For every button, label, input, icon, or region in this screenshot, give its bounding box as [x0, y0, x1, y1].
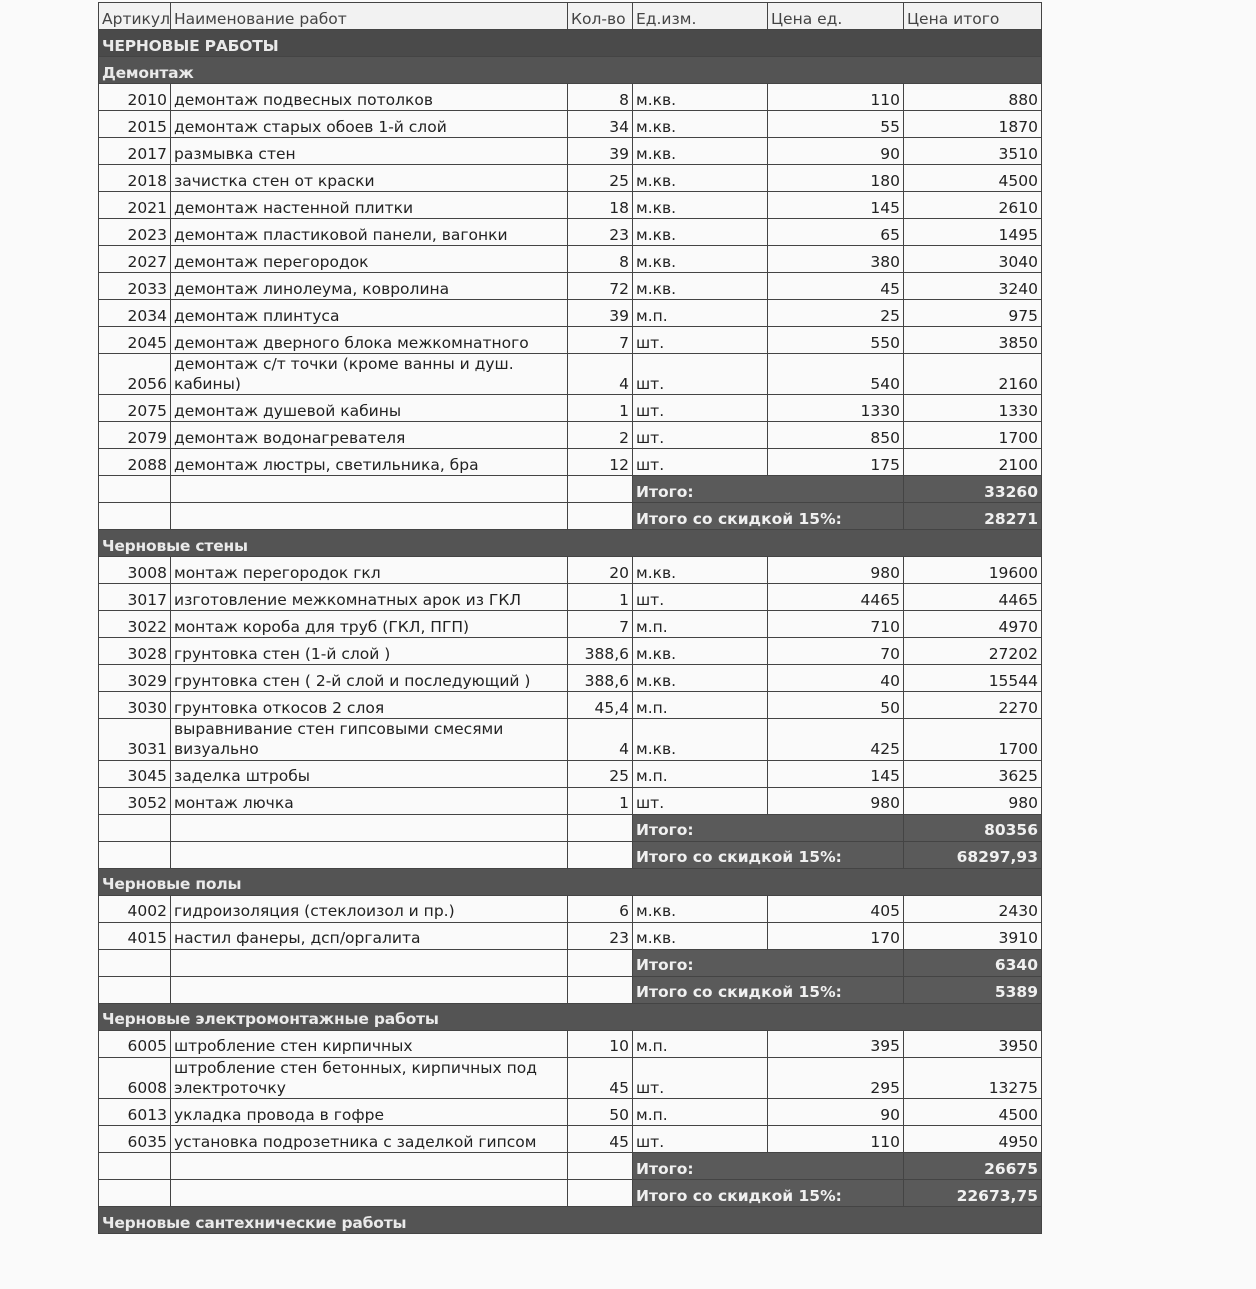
cell-qty: 72: [568, 273, 633, 300]
cell-unit: м.кв.: [633, 219, 768, 246]
cell-name: демонтаж водонагревателя: [171, 422, 568, 449]
cell-name: грунтовка стен (1-й слой ): [171, 638, 568, 665]
cell-unit: шт.: [633, 395, 768, 422]
total-value: 22673,75: [904, 1179, 1042, 1206]
empty-cell: [99, 1179, 171, 1206]
table-row: [99, 895, 1042, 922]
table-row: [99, 1125, 1042, 1152]
cell-total: 3850: [904, 327, 1042, 354]
cell-name: демонтаж настенной плитки: [171, 192, 568, 219]
empty-cell: [568, 1179, 633, 1206]
cell-qty: 39: [568, 138, 633, 165]
cell-name: демонтаж люстры, светильника, бра: [171, 449, 568, 476]
column-header-code: Артикул: [99, 3, 171, 30]
table-row: [99, 395, 1042, 422]
cell-qty: 1: [568, 787, 633, 814]
cell-code: 3052: [99, 787, 171, 814]
table-row: [99, 449, 1042, 476]
discount-total-row: [99, 1179, 1042, 1206]
total-value: 80356: [904, 814, 1042, 841]
total-label: Итого со скидкой 15%:: [633, 1179, 904, 1206]
discount-total-row: [99, 503, 1042, 530]
cell-code: 2075: [99, 395, 171, 422]
cell-code: 3017: [99, 584, 171, 611]
cell-total: 2270: [904, 692, 1042, 719]
cell-code: 2021: [99, 192, 171, 219]
section-header-row: [99, 868, 1042, 895]
discount-total-row: [99, 976, 1042, 1003]
cell-total: 2430: [904, 895, 1042, 922]
cell-name: грунтовка стен ( 2-й слой и последующий ): [171, 665, 568, 692]
cell-total: 3240: [904, 273, 1042, 300]
cell-unit: м.кв.: [633, 638, 768, 665]
cell-unit: м.п.: [633, 1030, 768, 1057]
cell-price: 50: [768, 692, 904, 719]
cell-price: 175: [768, 449, 904, 476]
cell-total: 27202: [904, 638, 1042, 665]
cell-total: 3510: [904, 138, 1042, 165]
empty-cell: [99, 841, 171, 868]
cell-total: 1700: [904, 719, 1042, 760]
table-row: [99, 611, 1042, 638]
section-title: Демонтаж: [99, 57, 1042, 84]
cell-price: 405: [768, 895, 904, 922]
cell-qty: 23: [568, 219, 633, 246]
cell-price: 145: [768, 760, 904, 787]
cell-qty: 18: [568, 192, 633, 219]
cell-code: 3031: [99, 719, 171, 760]
cell-qty: 25: [568, 760, 633, 787]
cell-total: 13275: [904, 1057, 1042, 1098]
group-title: ЧЕРНОВЫЕ РАБОТЫ: [99, 30, 1042, 57]
table-row: [99, 760, 1042, 787]
cell-total: 3040: [904, 246, 1042, 273]
cell-unit: м.п.: [633, 300, 768, 327]
cell-price: 980: [768, 787, 904, 814]
cell-qty: 45,4: [568, 692, 633, 719]
cell-price: 65: [768, 219, 904, 246]
cell-name: монтаж перегородок гкл: [171, 557, 568, 584]
cell-total: 15544: [904, 665, 1042, 692]
empty-cell: [171, 841, 568, 868]
cell-price: 1330: [768, 395, 904, 422]
cell-unit: м.кв.: [633, 138, 768, 165]
cell-qty: 39: [568, 300, 633, 327]
cell-name: демонтаж линолеума, ковролина: [171, 273, 568, 300]
cell-qty: 20: [568, 557, 633, 584]
cell-total: 2610: [904, 192, 1042, 219]
cell-name: демонтаж старых обоев 1-й слой: [171, 111, 568, 138]
cell-name: демонтаж пластиковой панели, вагонки: [171, 219, 568, 246]
cell-name: монтаж лючка: [171, 787, 568, 814]
cell-code: 2079: [99, 422, 171, 449]
cell-qty: 45: [568, 1125, 633, 1152]
total-value: 26675: [904, 1152, 1042, 1179]
cell-qty: 2: [568, 422, 633, 449]
cell-name: зачистка стен от краски: [171, 165, 568, 192]
cell-name: демонтаж плинтуса: [171, 300, 568, 327]
estimate-table-body: [99, 3, 1042, 1234]
cell-code: 2017: [99, 138, 171, 165]
total-value: 28271: [904, 503, 1042, 530]
cell-name: штробление стен бетонных, кирпичных под электроточку: [171, 1057, 568, 1098]
cell-price: 425: [768, 719, 904, 760]
cell-price: 45: [768, 273, 904, 300]
cell-price: 110: [768, 1125, 904, 1152]
cell-name: демонтаж перегородок: [171, 246, 568, 273]
subtotal-row: [99, 814, 1042, 841]
empty-cell: [171, 949, 568, 976]
cell-name: размывка стен: [171, 138, 568, 165]
section-header-row: [99, 530, 1042, 557]
empty-cell: [171, 1152, 568, 1179]
cell-code: 2018: [99, 165, 171, 192]
cell-code: 2015: [99, 111, 171, 138]
section-title: Черновые электромонтажные работы: [99, 1003, 1042, 1030]
cell-qty: 12: [568, 449, 633, 476]
section-header-row: [99, 1003, 1042, 1030]
cell-price: 550: [768, 327, 904, 354]
cell-unit: м.п.: [633, 1098, 768, 1125]
cell-unit: м.кв.: [633, 719, 768, 760]
cell-price: 25: [768, 300, 904, 327]
table-row: [99, 638, 1042, 665]
estimate-table: [98, 2, 1042, 1234]
cell-name: штробление стен кирпичных: [171, 1030, 568, 1057]
cell-name: укладка провода в гофре: [171, 1098, 568, 1125]
cell-code: 6013: [99, 1098, 171, 1125]
total-value: 68297,93: [904, 841, 1042, 868]
cell-name: грунтовка откосов 2 слоя: [171, 692, 568, 719]
cell-qty: 34: [568, 111, 633, 138]
table-row: [99, 665, 1042, 692]
cell-total: 4970: [904, 611, 1042, 638]
table-row: [99, 787, 1042, 814]
empty-cell: [99, 503, 171, 530]
cell-name: демонтаж с/т точки (кроме ванны и душ. кабины): [171, 354, 568, 395]
cell-unit: м.п.: [633, 611, 768, 638]
subtotal-row: [99, 1152, 1042, 1179]
group-title-row: [99, 30, 1042, 57]
cell-code: 3008: [99, 557, 171, 584]
table-row: [99, 422, 1042, 449]
column-header-unit: Ед.изм.: [633, 3, 768, 30]
cell-name: заделка штробы: [171, 760, 568, 787]
cell-qty: 6: [568, 895, 633, 922]
cell-price: 70: [768, 638, 904, 665]
empty-cell: [568, 976, 633, 1003]
cell-code: 4015: [99, 922, 171, 949]
cell-code: 6005: [99, 1030, 171, 1057]
empty-cell: [99, 949, 171, 976]
total-value: 33260: [904, 476, 1042, 503]
total-label: Итого:: [633, 476, 904, 503]
cell-total: 4500: [904, 165, 1042, 192]
cell-name: выравнивание стен гипсовыми смесями визуально: [171, 719, 568, 760]
cell-qty: 10: [568, 1030, 633, 1057]
cell-price: 380: [768, 246, 904, 273]
cell-total: 980: [904, 787, 1042, 814]
section-title: Черновые полы: [99, 868, 1042, 895]
cell-unit: м.кв.: [633, 111, 768, 138]
cell-price: 90: [768, 138, 904, 165]
discount-total-row: [99, 841, 1042, 868]
cell-total: 975: [904, 300, 1042, 327]
cell-total: 4465: [904, 584, 1042, 611]
cell-unit: м.кв.: [633, 165, 768, 192]
cell-unit: м.кв.: [633, 192, 768, 219]
cell-total: 3910: [904, 922, 1042, 949]
cell-price: 395: [768, 1030, 904, 1057]
cell-qty: 50: [568, 1098, 633, 1125]
cell-unit: шт.: [633, 584, 768, 611]
section-title: Черновые сантехнические работы: [99, 1206, 1042, 1233]
empty-cell: [568, 1152, 633, 1179]
column-header-total: Цена итого: [904, 3, 1042, 30]
section-title: Черновые стены: [99, 530, 1042, 557]
cell-qty: 1: [568, 584, 633, 611]
column-header-name: Наименование работ: [171, 3, 568, 30]
empty-cell: [568, 476, 633, 503]
cell-total: 2100: [904, 449, 1042, 476]
cell-unit: шт.: [633, 327, 768, 354]
total-label: Итого:: [633, 949, 904, 976]
cell-price: 4465: [768, 584, 904, 611]
empty-cell: [568, 841, 633, 868]
cell-qty: 388,6: [568, 638, 633, 665]
cell-unit: м.кв.: [633, 557, 768, 584]
cell-unit: шт.: [633, 1125, 768, 1152]
cell-code: 2034: [99, 300, 171, 327]
cell-code: 4002: [99, 895, 171, 922]
section-header-row: [99, 57, 1042, 84]
cell-price: 850: [768, 422, 904, 449]
cell-qty: 8: [568, 246, 633, 273]
cell-total: 4950: [904, 1125, 1042, 1152]
cell-total: 880: [904, 84, 1042, 111]
total-label: Итого:: [633, 1152, 904, 1179]
cell-name: изготовление межкомнатных арок из ГКЛ: [171, 584, 568, 611]
cell-name: демонтаж дверного блока межкомнатного: [171, 327, 568, 354]
table-row: [99, 354, 1042, 395]
empty-cell: [568, 814, 633, 841]
cell-code: 2088: [99, 449, 171, 476]
cell-code: 3030: [99, 692, 171, 719]
cell-price: 980: [768, 557, 904, 584]
cell-unit: м.кв.: [633, 84, 768, 111]
table-row: [99, 192, 1042, 219]
cell-code: 2023: [99, 219, 171, 246]
cell-total: 1495: [904, 219, 1042, 246]
cell-unit: шт.: [633, 1057, 768, 1098]
cell-price: 710: [768, 611, 904, 638]
cell-unit: м.кв.: [633, 922, 768, 949]
cell-price: 540: [768, 354, 904, 395]
cell-unit: шт.: [633, 787, 768, 814]
empty-cell: [99, 814, 171, 841]
cell-qty: 45: [568, 1057, 633, 1098]
cell-total: 19600: [904, 557, 1042, 584]
empty-cell: [99, 476, 171, 503]
subtotal-row: [99, 949, 1042, 976]
table-row: [99, 1057, 1042, 1098]
table-row: [99, 557, 1042, 584]
cell-qty: 388,6: [568, 665, 633, 692]
cell-code: 2033: [99, 273, 171, 300]
cell-unit: м.п.: [633, 692, 768, 719]
table-row: [99, 692, 1042, 719]
cell-total: 1870: [904, 111, 1042, 138]
cell-code: 3045: [99, 760, 171, 787]
cell-unit: м.кв.: [633, 273, 768, 300]
cell-code: 3022: [99, 611, 171, 638]
cell-unit: шт.: [633, 354, 768, 395]
table-row: [99, 138, 1042, 165]
cell-unit: м.кв.: [633, 895, 768, 922]
total-label: Итого со скидкой 15%:: [633, 841, 904, 868]
cell-qty: 7: [568, 611, 633, 638]
table-row: [99, 111, 1042, 138]
cell-qty: 23: [568, 922, 633, 949]
subtotal-row: [99, 476, 1042, 503]
cell-code: 6008: [99, 1057, 171, 1098]
column-header-row: [99, 3, 1042, 30]
cell-code: 6035: [99, 1125, 171, 1152]
cell-unit: м.кв.: [633, 665, 768, 692]
column-header-qty: Кол-во: [568, 3, 633, 30]
empty-cell: [171, 503, 568, 530]
cell-total: 1330: [904, 395, 1042, 422]
table-row: [99, 300, 1042, 327]
cell-qty: 25: [568, 165, 633, 192]
total-label: Итого со скидкой 15%:: [633, 976, 904, 1003]
cell-total: 3950: [904, 1030, 1042, 1057]
empty-cell: [99, 1152, 171, 1179]
cell-unit: м.кв.: [633, 246, 768, 273]
table-row: [99, 1030, 1042, 1057]
cell-code: 3029: [99, 665, 171, 692]
cell-unit: м.п.: [633, 760, 768, 787]
table-row: [99, 584, 1042, 611]
section-header-row: [99, 1206, 1042, 1233]
cell-qty: 1: [568, 395, 633, 422]
table-row: [99, 165, 1042, 192]
table-row: [99, 219, 1042, 246]
total-label: Итого со скидкой 15%:: [633, 503, 904, 530]
cell-name: демонтаж душевой кабины: [171, 395, 568, 422]
cell-price: 145: [768, 192, 904, 219]
empty-cell: [171, 814, 568, 841]
table-row: [99, 327, 1042, 354]
cell-price: 295: [768, 1057, 904, 1098]
empty-cell: [568, 503, 633, 530]
cell-name: гидроизоляция (стеклоизол и пр.): [171, 895, 568, 922]
total-label: Итого:: [633, 814, 904, 841]
cell-code: 2045: [99, 327, 171, 354]
empty-cell: [171, 476, 568, 503]
cell-price: 110: [768, 84, 904, 111]
table-row: [99, 246, 1042, 273]
total-value: 5389: [904, 976, 1042, 1003]
cell-name: монтаж короба для труб (ГКЛ, ПГП): [171, 611, 568, 638]
table-row: [99, 719, 1042, 760]
empty-cell: [171, 1179, 568, 1206]
empty-cell: [568, 949, 633, 976]
empty-cell: [171, 976, 568, 1003]
cell-name: настил фанеры, дсп/оргалита: [171, 922, 568, 949]
empty-cell: [99, 976, 171, 1003]
cell-price: 90: [768, 1098, 904, 1125]
cell-total: 1700: [904, 422, 1042, 449]
cell-price: 180: [768, 165, 904, 192]
table-row: [99, 1098, 1042, 1125]
cell-name: установка подрозетника с заделкой гипсом: [171, 1125, 568, 1152]
cell-qty: 4: [568, 719, 633, 760]
cell-price: 55: [768, 111, 904, 138]
cell-total: 3625: [904, 760, 1042, 787]
cell-unit: шт.: [633, 449, 768, 476]
table-row: [99, 84, 1042, 111]
cell-code: 2010: [99, 84, 171, 111]
cell-total: 2160: [904, 354, 1042, 395]
cell-qty: 4: [568, 354, 633, 395]
cell-price: 40: [768, 665, 904, 692]
cell-qty: 7: [568, 327, 633, 354]
column-header-price: Цена ед.: [768, 3, 904, 30]
table-row: [99, 922, 1042, 949]
cell-price: 170: [768, 922, 904, 949]
cell-code: 3028: [99, 638, 171, 665]
cell-name: демонтаж подвесных потолков: [171, 84, 568, 111]
cell-qty: 8: [568, 84, 633, 111]
table-row: [99, 273, 1042, 300]
cell-code: 2056: [99, 354, 171, 395]
cell-unit: шт.: [633, 422, 768, 449]
cell-total: 4500: [904, 1098, 1042, 1125]
total-value: 6340: [904, 949, 1042, 976]
cell-code: 2027: [99, 246, 171, 273]
